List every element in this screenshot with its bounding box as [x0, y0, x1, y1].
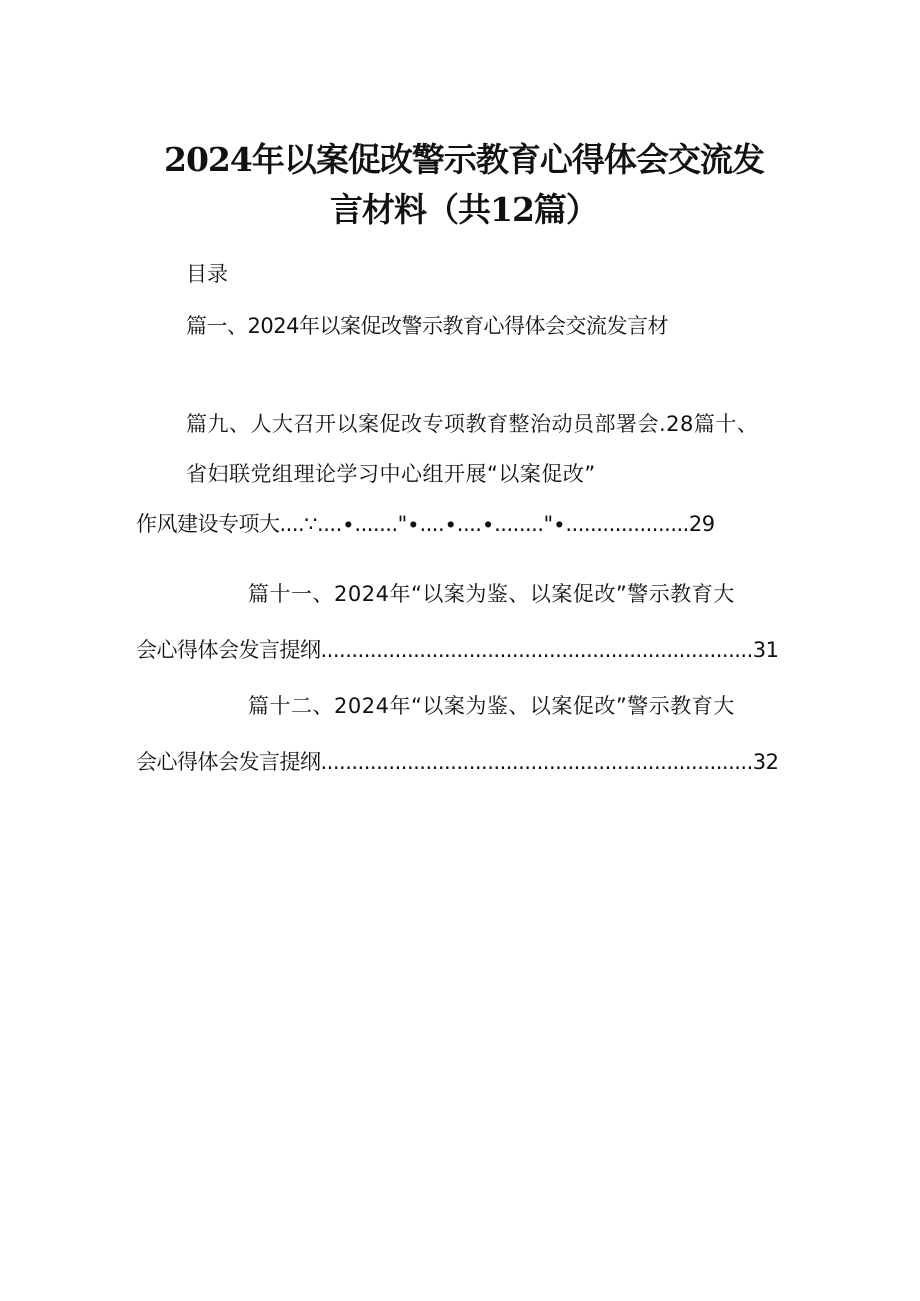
toc-heading: 目录	[186, 262, 228, 286]
toc-entry-10-continued: 省妇联党组理论学习中心组开展“以案促改”	[186, 462, 596, 486]
toc-entry-11-leader: 会心得体会发言提纲......................................................................31	[136, 638, 779, 662]
toc-entry-9-10: 篇九、人大召开以案促改专项教育整治动员部署会.28篇十、	[186, 412, 759, 436]
toc-entry-1: 篇一、2024年以案促改警示教育心得体会交流发言材	[186, 314, 668, 338]
toc-entry-10-leader: 作风建设专项大....∵....∙......."∙....∙....∙........"∙....................29	[136, 512, 715, 536]
document-title-line-2: 言材料（共12篇）	[330, 190, 598, 229]
toc-entry-11: 篇十一、2024年“以案为鉴、以案促改”警示教育大	[248, 582, 735, 606]
document-title-line-1: 2024年以案促改警示教育心得体会交流发	[164, 140, 764, 179]
toc-entry-12: 篇十二、2024年“以案为鉴、以案促改”警示教育大	[248, 694, 735, 718]
toc-entry-12-leader: 会心得体会发言提纲......................................................................32	[136, 750, 779, 774]
